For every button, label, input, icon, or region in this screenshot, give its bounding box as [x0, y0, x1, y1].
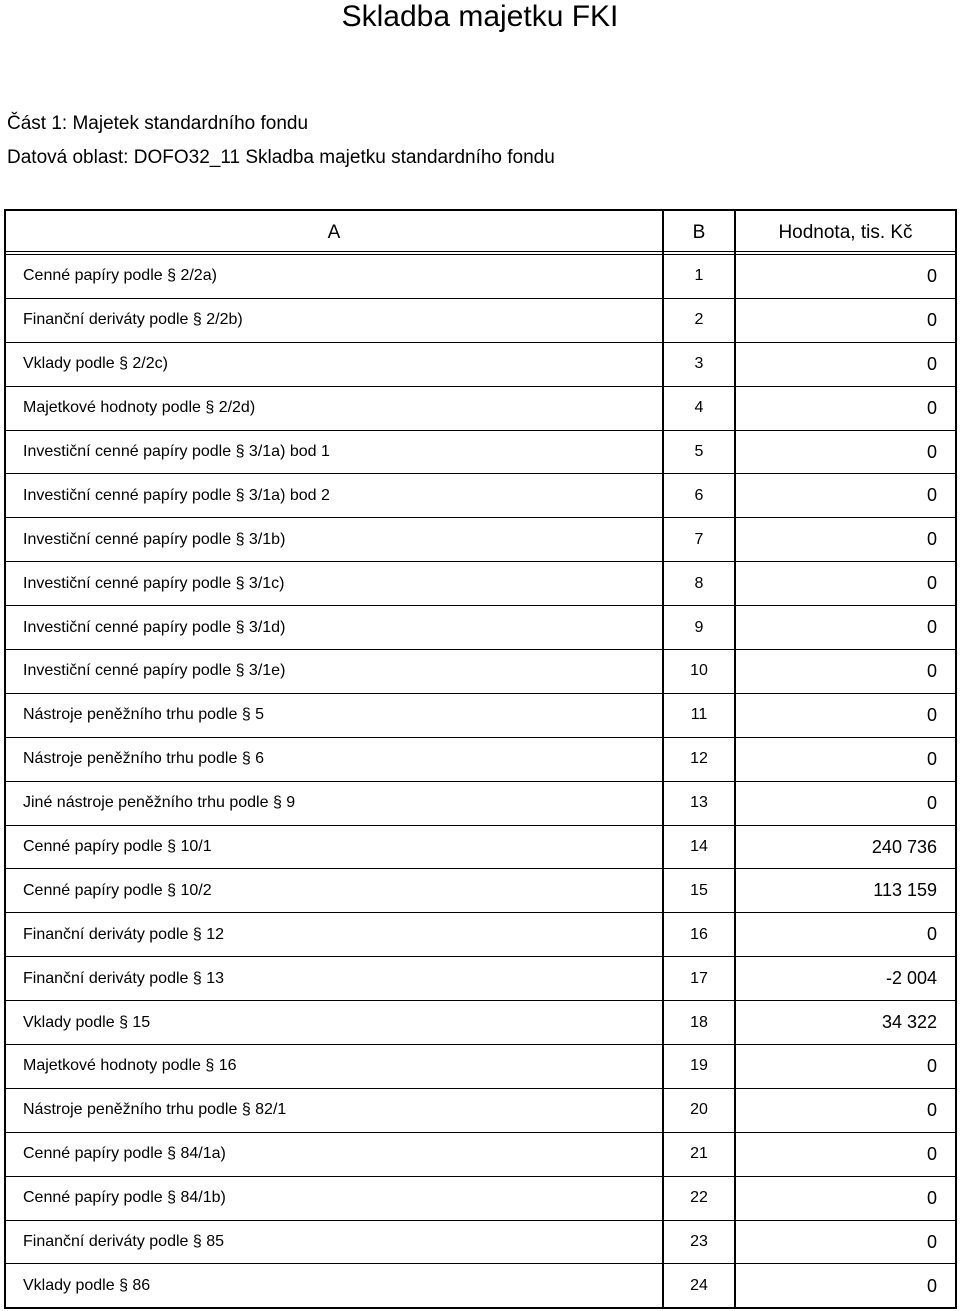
table-row [6, 431, 955, 475]
table-row [6, 826, 955, 870]
section-heading: Část 1: Majetek standardního fondu [7, 113, 309, 134]
row-label: Investiční cenné papíry podle § 3/1b) [23, 530, 286, 548]
asset-structure-table [4, 209, 957, 1309]
row-value: 113 159 [873, 880, 937, 901]
row-label: Cenné papíry podle § 84/1a) [23, 1145, 226, 1163]
table-row [6, 1133, 955, 1177]
row-number: 1 [694, 267, 704, 285]
row-number: 24 [690, 1277, 708, 1295]
table-row [6, 343, 955, 387]
row-value: 0 [926, 353, 937, 374]
row-number: 10 [690, 662, 708, 680]
row-number: 14 [690, 838, 708, 856]
row-value: 0 [926, 748, 937, 769]
row-label: Finanční deriváty podle § 2/2b) [23, 311, 243, 329]
table-header-row [6, 211, 955, 255]
row-label: Jiné nástroje peněžního trhu podle § 9 [23, 794, 296, 812]
row-number: 2 [694, 311, 704, 329]
row-label: Investiční cenné papíry podle § 3/1a) bod 1 [23, 443, 330, 460]
table-body [6, 255, 955, 1308]
row-label: Cenné papíry podle § 10/2 [23, 881, 212, 899]
table-row [6, 1045, 955, 1089]
table-row [6, 606, 955, 650]
document-title: Skladba majetku FKI [341, 0, 619, 33]
row-label: Cenné papíry podle § 2/2a) [23, 267, 217, 285]
header-col-value: Hodnota, tis. Kč [778, 222, 913, 243]
row-value: 0 [926, 924, 937, 945]
row-label: Investiční cenné papíry podle § 3/1d) [23, 618, 286, 636]
row-value: 0 [926, 1099, 937, 1120]
row-value: 0 [926, 704, 937, 725]
table-row [6, 1001, 955, 1045]
row-value: 240 736 [871, 836, 937, 857]
row-label: Nástroje peněžního trhu podle § 6 [23, 750, 265, 768]
row-number: 22 [690, 1189, 708, 1207]
row-number: 19 [690, 1057, 708, 1075]
row-value: 0 [926, 617, 937, 638]
row-value: 0 [926, 1187, 937, 1208]
row-number: 15 [690, 881, 708, 899]
row-value: 0 [926, 573, 937, 594]
row-value: 0 [926, 1055, 937, 1076]
table-row [6, 694, 955, 738]
table-row [6, 1264, 955, 1308]
row-number: 13 [690, 794, 708, 812]
row-label: Vklady podle § 2/2c) [23, 355, 168, 373]
data-area-heading: Datová oblast: DOFO32_11 Skladba majetku standardního fondu [7, 147, 555, 168]
row-label: Majetkové hodnoty podle § 16 [23, 1057, 237, 1075]
row-label: Cenné papíry podle § 10/1 [23, 838, 212, 856]
table-row [6, 957, 955, 1001]
table-row [6, 474, 955, 518]
row-label: Investiční cenné papíry podle § 3/1e) [23, 662, 286, 680]
header-col-a: A [327, 222, 341, 243]
row-number: 11 [690, 706, 708, 724]
table-row [6, 299, 955, 343]
row-value: -2 004 [885, 968, 937, 989]
row-number: 3 [694, 355, 704, 373]
row-number: 9 [694, 618, 704, 636]
row-number: 21 [690, 1145, 708, 1163]
row-label: Investiční cenné papíry podle § 3/1a) bod 2 [23, 486, 330, 504]
row-number: 8 [694, 574, 704, 592]
row-label: Finanční deriváty podle § 85 [23, 1233, 225, 1251]
row-value: 0 [926, 660, 937, 681]
row-number: 7 [694, 530, 704, 548]
row-number: 4 [694, 399, 704, 417]
table-row [6, 387, 955, 431]
table-row [6, 782, 955, 826]
row-label: Nástroje peněžního trhu podle § 82/1 [23, 1101, 287, 1119]
table-row [6, 650, 955, 694]
table-row [6, 738, 955, 782]
row-number: 17 [690, 969, 708, 987]
row-label: Finanční deriváty podle § 13 [23, 969, 225, 987]
table-row [6, 562, 955, 606]
row-label: Nástroje peněžního trhu podle § 5 [23, 706, 265, 724]
row-value: 0 [926, 792, 937, 813]
header-col-b: B [692, 222, 706, 243]
row-label: Investiční cenné papíry podle § 3/1c) [23, 574, 285, 592]
row-number: 23 [690, 1233, 708, 1251]
row-label: Vklady podle § 15 [23, 1013, 151, 1031]
row-label: Cenné papíry podle § 84/1b) [23, 1189, 226, 1207]
row-number: 18 [690, 1013, 708, 1031]
row-number: 6 [694, 486, 704, 504]
row-number: 20 [690, 1101, 708, 1119]
row-label: Vklady podle § 86 [23, 1277, 151, 1295]
row-label: Finanční deriváty podle § 12 [23, 925, 225, 943]
row-label: Majetkové hodnoty podle § 2/2d) [23, 399, 256, 417]
row-value: 0 [926, 441, 937, 462]
row-value: 0 [926, 265, 937, 286]
row-value: 0 [926, 529, 937, 550]
row-value: 0 [926, 309, 937, 330]
row-number: 16 [690, 925, 708, 943]
row-value: 0 [926, 485, 937, 506]
table-row [6, 913, 955, 957]
row-number: 5 [694, 443, 704, 460]
table-row [6, 1177, 955, 1221]
row-value: 0 [926, 1143, 937, 1164]
row-value: 0 [926, 1275, 937, 1296]
table-row [6, 255, 955, 299]
table-row [6, 869, 955, 913]
row-number: 12 [690, 750, 708, 768]
table-row [6, 1221, 955, 1265]
row-value: 34 322 [881, 1012, 937, 1033]
table-row [6, 518, 955, 562]
table-row [6, 1089, 955, 1133]
row-value: 0 [926, 1231, 937, 1252]
row-value: 0 [926, 397, 937, 418]
